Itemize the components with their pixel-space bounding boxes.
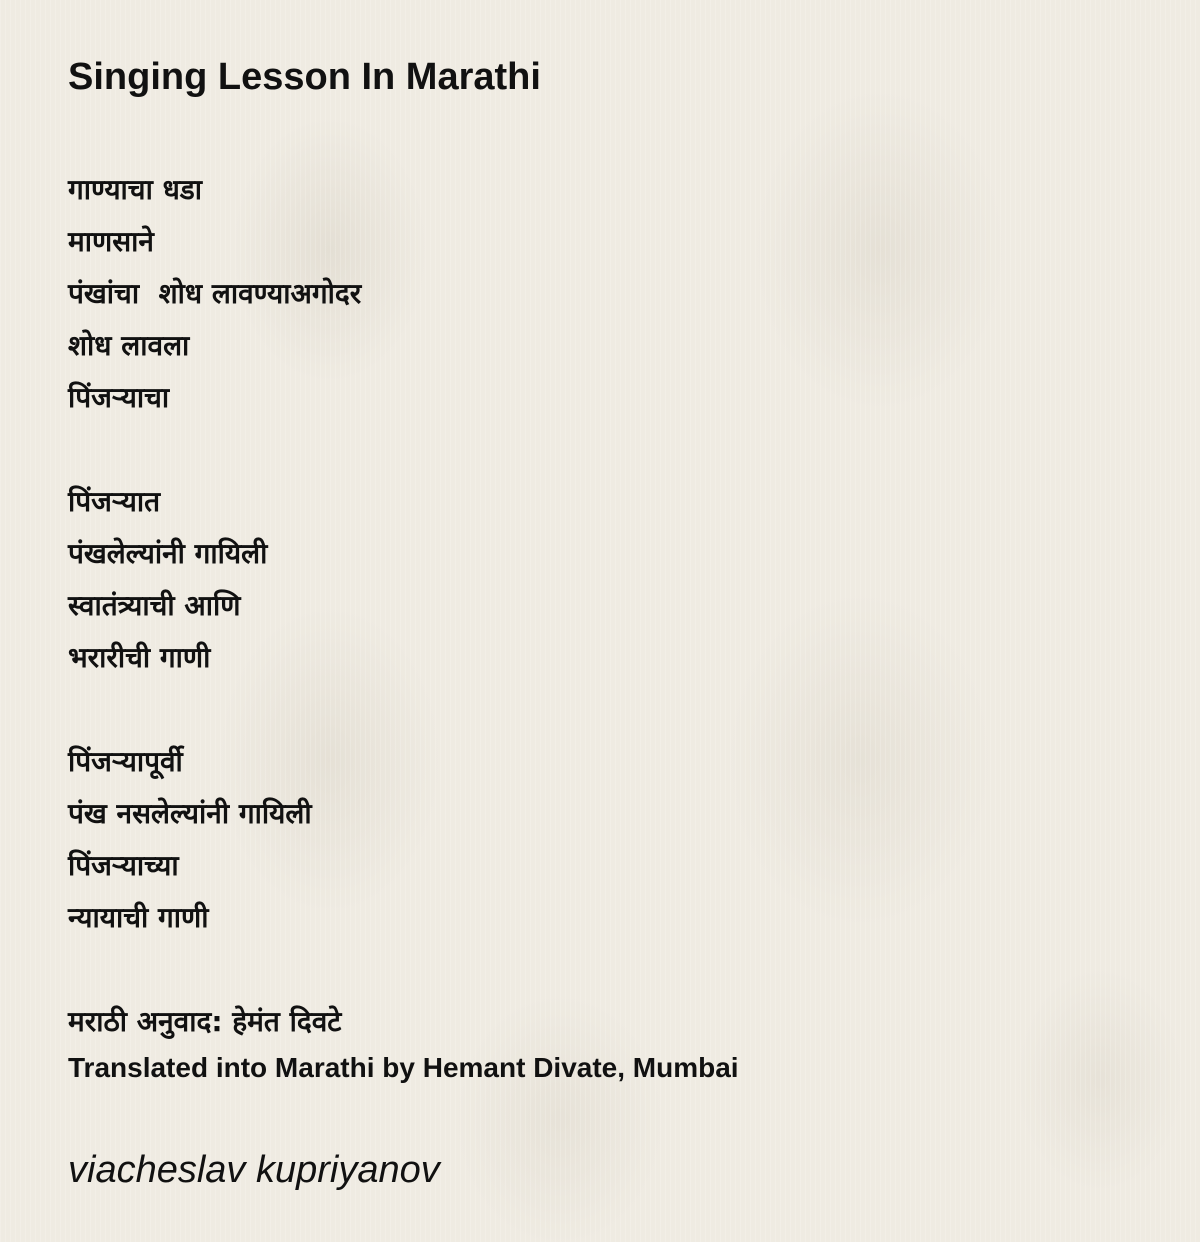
poem-line: न्यायाची गाणी bbox=[68, 901, 209, 934]
poem-line: पिंजऱ्याचा bbox=[68, 381, 170, 414]
poem-body bbox=[68, 164, 1128, 1088]
stanza-break bbox=[68, 944, 1128, 996]
poem-title: Singing Lesson In Marathi bbox=[68, 56, 541, 98]
poem-line: पिंजऱ्यात bbox=[68, 485, 161, 518]
poem-author: viacheslav kupriyanov bbox=[68, 1149, 440, 1191]
poem-line: गाण्याचा धडा bbox=[68, 173, 203, 206]
poem-line: भरारीची गाणी bbox=[68, 641, 211, 674]
poem-line: पंखलेल्यांनी गायिली bbox=[68, 537, 268, 570]
translation-credit-english: Translated into Marathi by Hemant Divate, Mumbai bbox=[68, 1052, 739, 1083]
poem-line: पिंजऱ्यापूर्वी bbox=[68, 745, 183, 778]
stanza-3 bbox=[68, 736, 1128, 944]
poem-line: पंख नसलेल्यांनी गायिली bbox=[68, 797, 312, 830]
poem-line: माणसाने bbox=[68, 225, 154, 258]
translation-credit bbox=[68, 996, 1128, 1088]
poem-line: पिंजऱ्याच्या bbox=[68, 849, 179, 882]
stanza-2 bbox=[68, 476, 1128, 684]
stanza-1 bbox=[68, 164, 1128, 424]
stanza-break bbox=[68, 684, 1128, 736]
stanza-break bbox=[68, 424, 1128, 476]
poem-line: पंखांचा शोध लावण्याअगोदर bbox=[68, 277, 362, 310]
poem-line: शोध लावला bbox=[68, 329, 190, 362]
poem-page bbox=[68, 52, 1128, 1196]
poem-line: स्वातंत्र्याची आणि bbox=[68, 589, 241, 622]
translation-credit-marathi: मराठी अनुवाद: हेमंत दिवटे bbox=[68, 1005, 342, 1038]
